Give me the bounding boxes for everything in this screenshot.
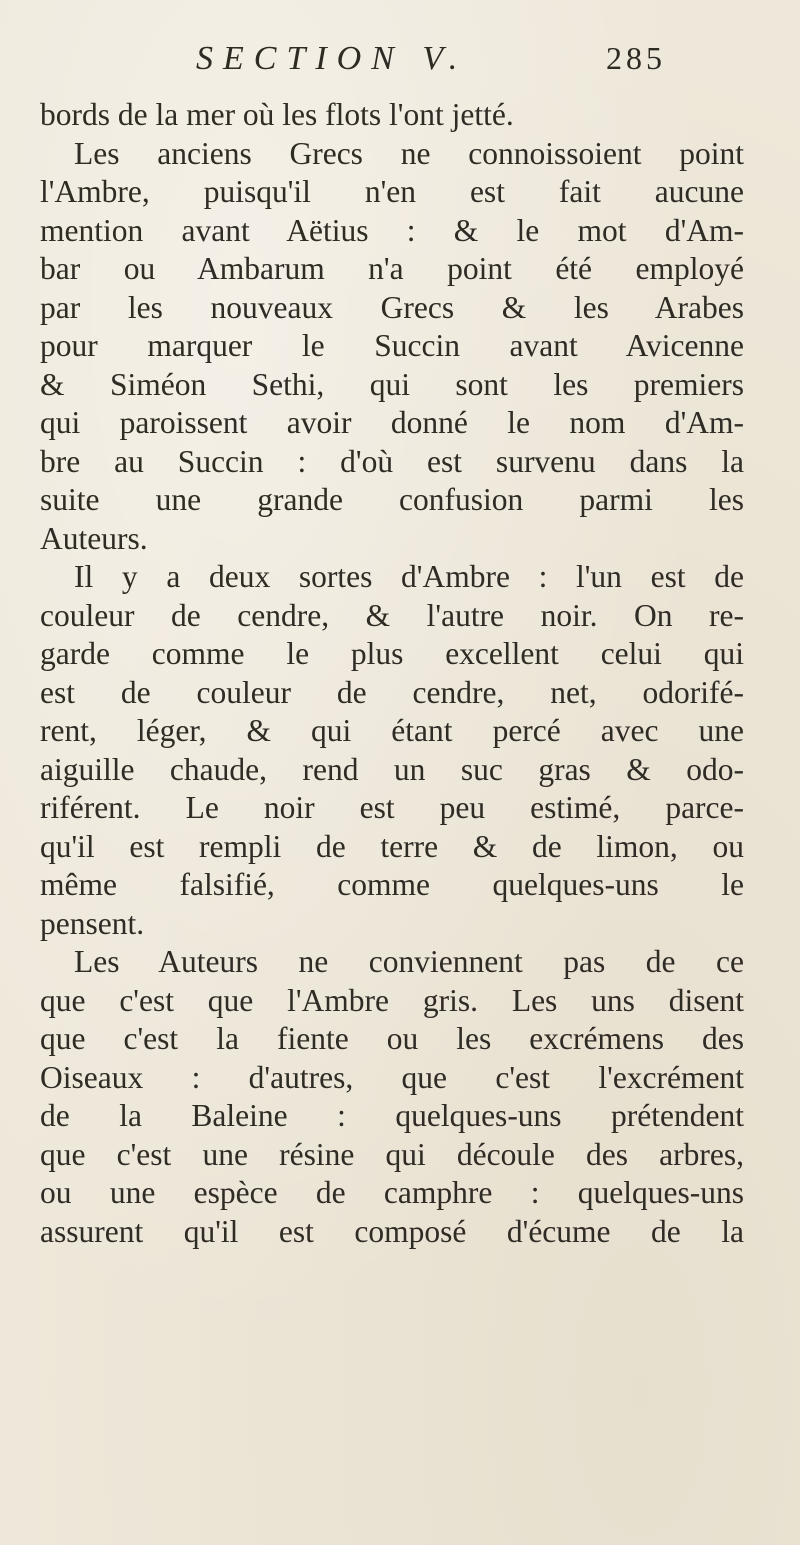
text-line: suite une grande confusion parmi les [40,482,744,517]
running-head [196,40,666,90]
text-line: l'Ambre, puisqu'il n'en est fait aucune [40,174,744,209]
running-title: SECTION V. [196,40,468,77]
page-number: 285 [606,40,666,76]
text-line: garde comme le plus excellent celui qui [40,636,744,671]
text-line: est de couleur de cendre, net, odorifé- [40,674,744,710]
text-line: qu'il est rempli de terre & de limon, ou [40,828,744,864]
text-line: assurent qu'il est composé d'écume de la [40,1213,744,1249]
text-line: ou une espèce de camphre : quelques-uns [40,1175,744,1210]
text-line: couleur de cendre, & l'autre noir. On re- [40,597,744,633]
text-line: bre au Succin : d'où est survenu dans la [40,443,744,479]
text-line: que c'est une résine qui découle des arbres, [40,1136,744,1172]
text-line: qui paroissent avoir donné le nom d'Am- [40,405,744,440]
text-line: Les Auteurs ne conviennent pas de ce [74,944,744,979]
text-line: Auteurs. [40,520,148,556]
text-line: Oiseaux : d'autres, que c'est l'excrément [40,1059,744,1095]
text-line: pensent. [40,905,145,941]
text-line: que c'est la fiente ou les excrémens des [40,1021,744,1056]
body-text [40,96,744,1251]
text-line: Les anciens Grecs ne connoissoient point [74,135,744,171]
text-line: bar ou Ambarum n'a point été employé [40,251,744,286]
text-line: rent, léger, & qui étant percé avec une [40,713,744,748]
text-line: aiguille chaude, rend un suc gras & odo- [40,751,744,787]
text-line: de la Baleine : quelques-uns prétendent [40,1098,744,1133]
text-line: bords de la mer où les flots l'ont jetté. [40,97,514,132]
text-line: même falsifié, comme quelques-uns le [40,867,744,902]
text-line: Il y a deux sortes d'Ambre : l'un est de [74,559,744,594]
text-line: & Siméon Sethi, qui sont les premiers [40,366,744,402]
text-line: riférent. Le noir est peu estimé, parce- [40,790,744,825]
text-line: mention avant Aëtius : & le mot d'Am- [40,212,744,248]
text-line: pour marquer le Succin avant Avicenne [40,328,744,363]
text-line: que c'est que l'Ambre gris. Les uns disent [40,982,744,1018]
text-line: par les nouveaux Grecs & les Arabes [40,289,744,325]
